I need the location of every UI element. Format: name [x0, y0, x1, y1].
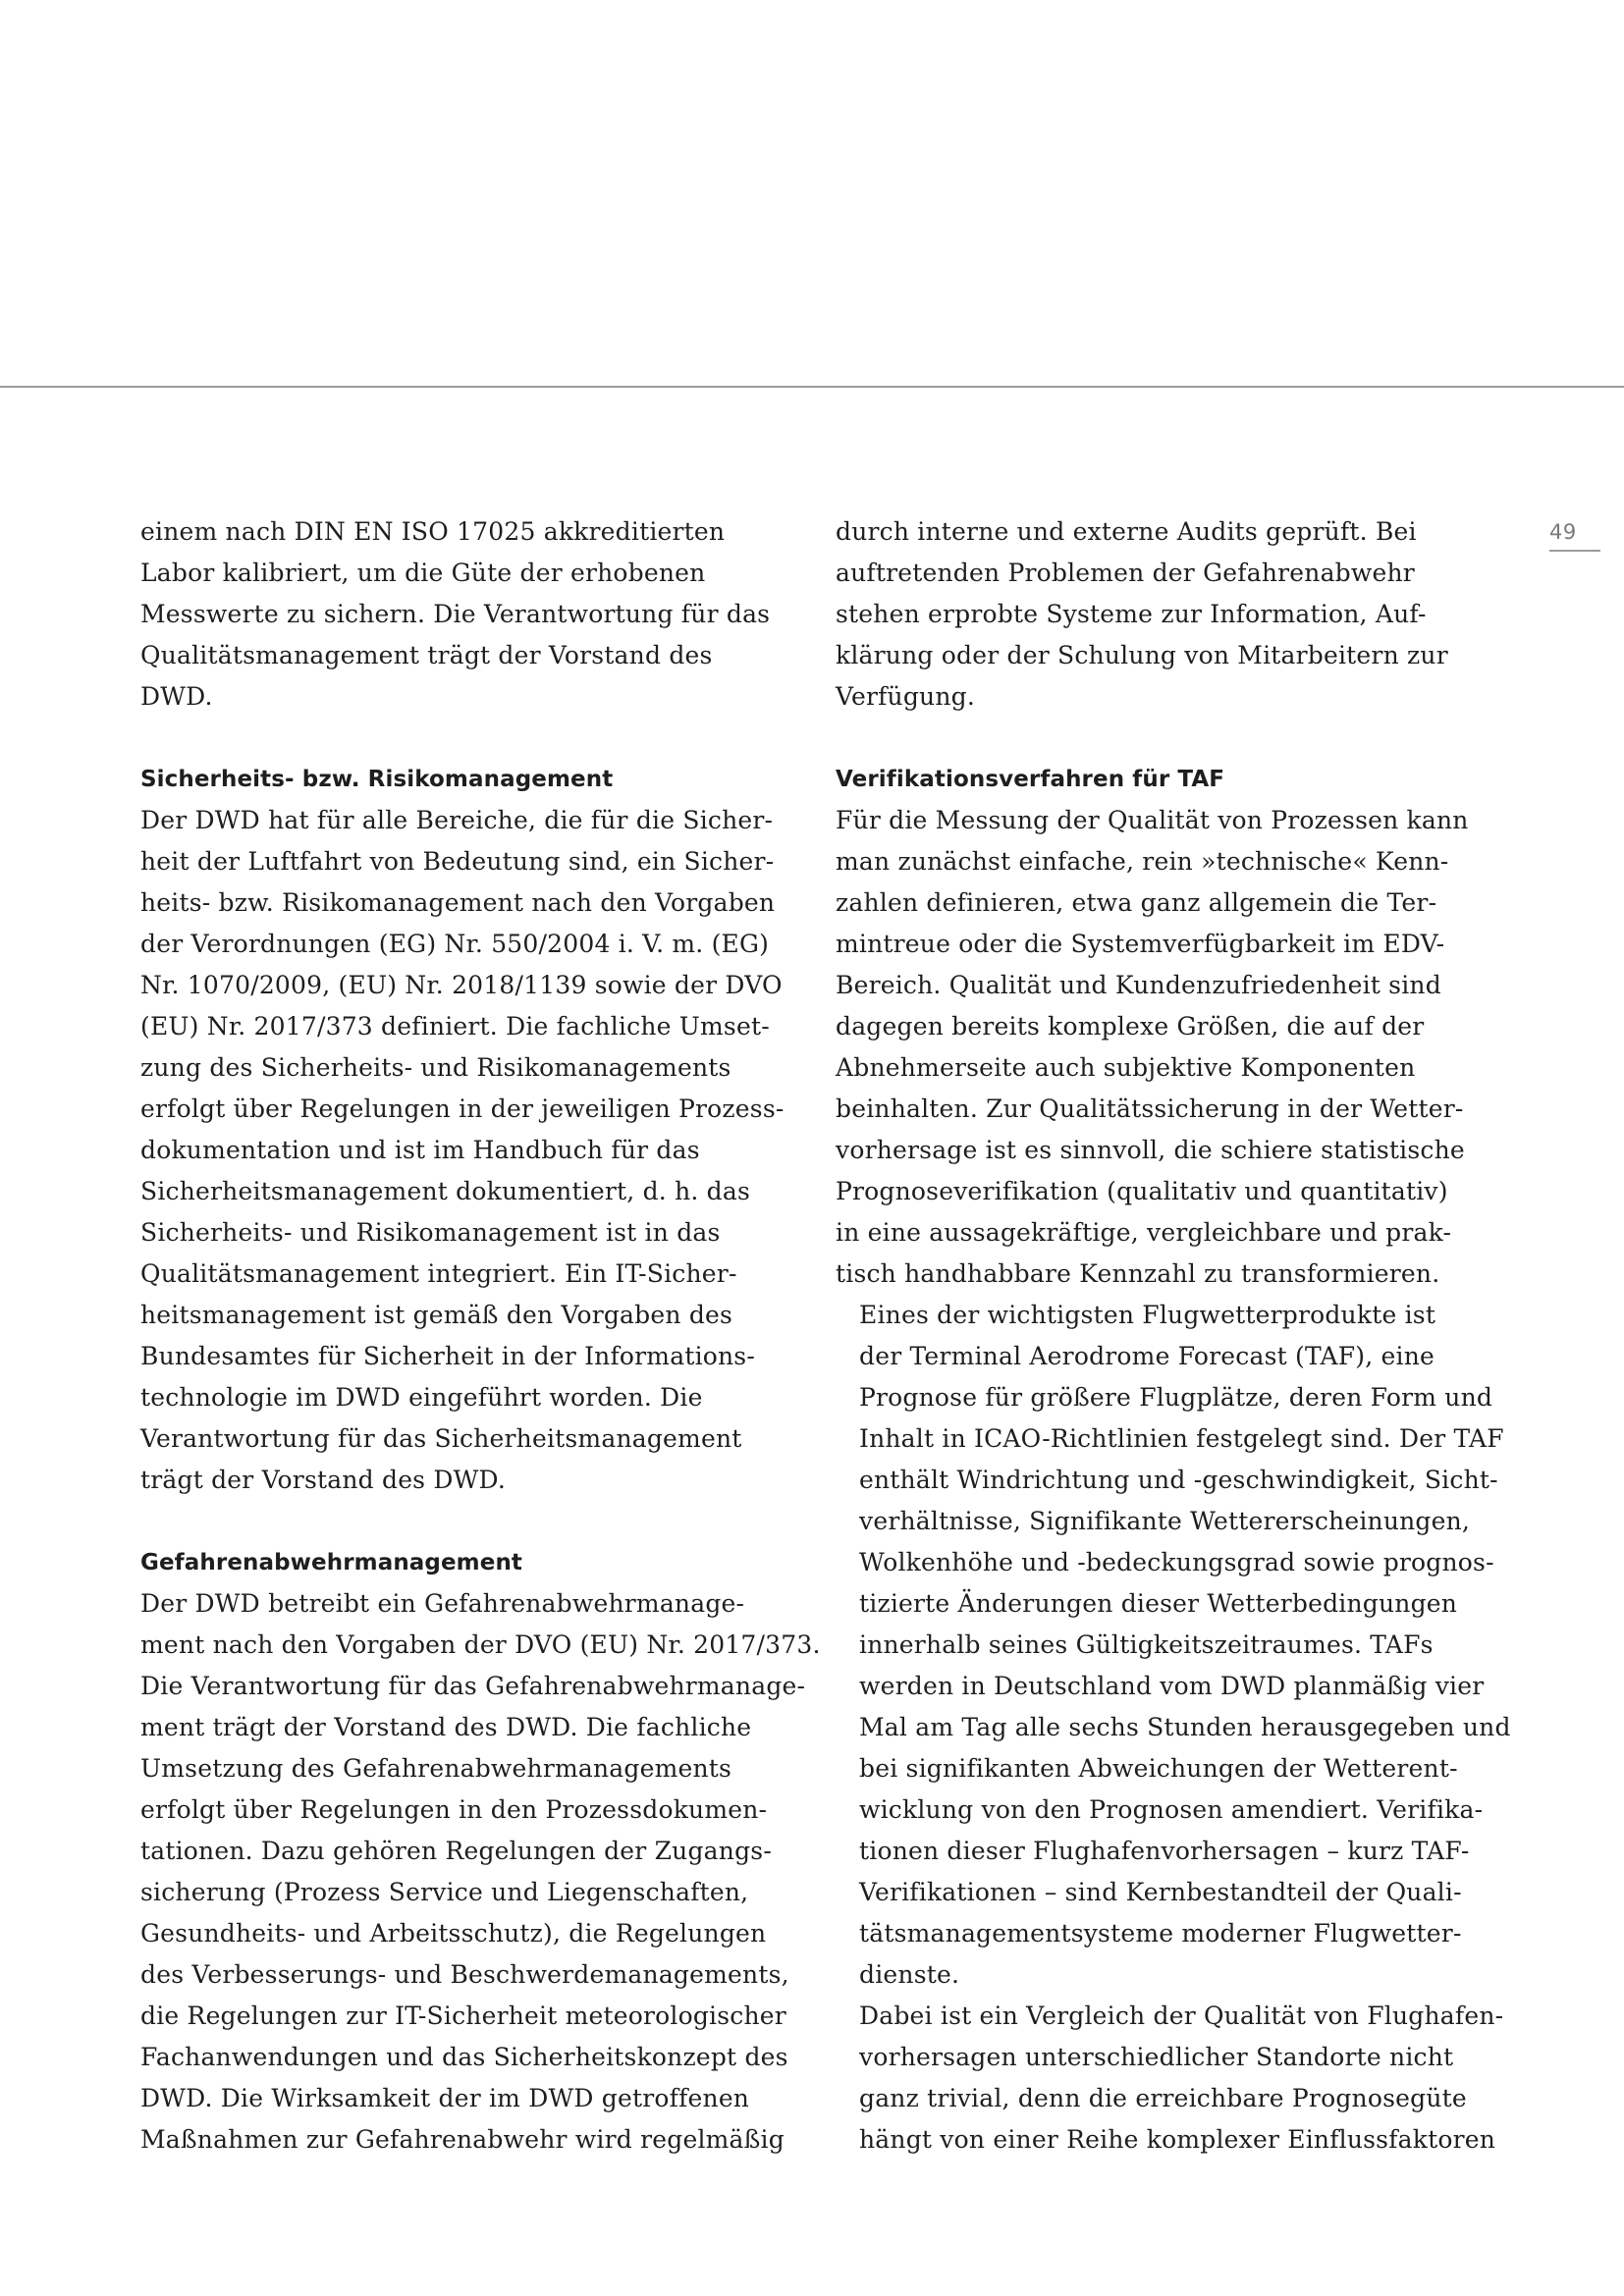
text-line: tionen dieser Flughafenvorhersagen – kurz TAF- — [859, 1837, 1470, 1865]
text-line: Dabei ist ein Vergleich der Qualität von Flughafen- — [859, 2002, 1504, 2030]
text-line: auftretenden Problemen der Gefahrenabwehr — [836, 559, 1415, 587]
text-line: heit der Luftfahrt von Bedeutung sind, ein Sicher- — [140, 847, 775, 876]
text-line: Der DWD betreibt ein Gefahrenabwehrmanage- — [140, 1589, 745, 1618]
left-intro-paragraph — [140, 511, 804, 718]
text-line: hängt von einer Reihe komplexer Einflussfaktoren — [859, 2125, 1496, 2154]
text-line: innerhalb seines Gültigkeitszeitraumes. TAFs — [859, 1630, 1434, 1659]
text-line: DWD. Die Wirksamkeit der im DWD getroffenen — [140, 2084, 750, 2112]
text-line: heitsmanagement ist gemäß den Vorgaben des — [140, 1301, 733, 1329]
text-line: Für die Messung der Qualität von Prozessen kann — [836, 806, 1469, 834]
text-line: Abnehmerseite auch subjektive Komponenten — [836, 1053, 1416, 1082]
text-line: Verantwortung für das Sicherheitsmanagement — [140, 1424, 742, 1453]
section-heading-risk-management: Sicherheits- bzw. Risikomanagement — [140, 767, 614, 792]
text-line: mintreue oder die Systemverfügbarkeit im EDV- — [836, 930, 1445, 958]
text-line: Eines der wichtigsten Flugwetterprodukte ist — [859, 1301, 1436, 1329]
text-line: sicherung (Prozess Service und Liegenschaften, — [140, 1878, 749, 1906]
text-line: erfolgt über Regelungen in den Prozessdokumen- — [140, 1795, 768, 1824]
text-line: Qualitätsmanagement integriert. Ein IT-Sicher- — [140, 1259, 737, 1288]
text-line: werden in Deutschland vom DWD planmäßig vier — [859, 1672, 1485, 1700]
text-line: Mal am Tag alle sechs Stunden herausgegeben und — [859, 1713, 1511, 1741]
text-line: beinhalten. Zur Qualitätssicherung in der Wetter- — [836, 1095, 1464, 1123]
text-line: Sicherheitsmanagement dokumentiert, d. h. das — [140, 1177, 751, 1205]
text-line: Fachanwendungen und das Sicherheitskonzept des — [140, 2043, 788, 2071]
text-line: dagegen bereits komplexe Größen, die auf der — [836, 1012, 1425, 1041]
text-line: bei signifikanten Abweichungen der Wetterent- — [859, 1754, 1458, 1783]
text-line: Sicherheits- und Risikomanagement ist in das — [140, 1218, 721, 1247]
text-line: tisch handhabbare Kennzahl zu transformieren. — [836, 1259, 1440, 1288]
text-line: Die Verantwortung für das Gefahrenabwehrmanage- — [140, 1672, 806, 1700]
text-line: des Verbesserungs- und Beschwerdemanagements, — [140, 1960, 789, 1989]
right-intro-paragraph — [836, 511, 1499, 718]
text-line: tationen. Dazu gehören Regelungen der Zugangs- — [140, 1837, 772, 1865]
text-line: Messwerte zu sichern. Die Verantwortung für das — [140, 600, 771, 628]
text-line: enthält Windrichtung und -geschwindigkeit, Sicht- — [859, 1466, 1498, 1494]
text-line: tätsmanagementsysteme moderner Flugwetter- — [859, 1919, 1462, 1948]
taf-paragraph-3 — [836, 1996, 1504, 2161]
text-line: man zunächst einfache, rein »technische« Kenn- — [836, 847, 1449, 876]
text-line: Maßnahmen zur Gefahrenabwehr wird regelmäßig — [140, 2125, 785, 2154]
text-line: ment nach den Vorgaben der DVO (EU) Nr. 2017/373. — [140, 1630, 821, 1659]
text-line: erfolgt über Regelungen in der jeweiligen Prozess- — [140, 1095, 785, 1123]
right-column — [836, 511, 1511, 2161]
text-line: Bereich. Qualität und Kundenzufriedenheit sind — [836, 971, 1441, 999]
left-column — [140, 511, 821, 2161]
text-line: verhältnisse, Signifikante Wettererscheinungen, — [859, 1507, 1471, 1535]
security-management-paragraph — [140, 1583, 821, 2161]
text-line: Nr. 1070/2009, (EU) Nr. 2018/1139 sowie der DVO — [140, 971, 783, 999]
text-line: Verfügung. — [836, 682, 976, 711]
text-line: Qualitätsmanagement trägt der Vorstand des — [140, 641, 713, 669]
text-line: ment trägt der Vorstand des DWD. Die fachliche — [140, 1713, 752, 1741]
header-rule — [0, 386, 1624, 388]
text-line: dokumentation und ist im Handbuch für das — [140, 1136, 700, 1164]
text-line: (EU) Nr. 2017/373 definiert. Die fachliche Umset- — [140, 1012, 770, 1041]
text-line: tizierte Änderungen dieser Wetterbedingungen — [859, 1589, 1458, 1618]
text-line: Bundesamtes für Sicherheit in der Informations- — [140, 1342, 755, 1370]
text-line: Umsetzung des Gefahrenabwehrmanagements — [140, 1754, 732, 1783]
text-line: klärung oder der Schulung von Mitarbeitern zur — [836, 641, 1448, 669]
text-line: der Verordnungen (EG) Nr. 550/2004 i. V. m. (EG) — [140, 930, 770, 958]
taf-paragraph-1 — [836, 800, 1499, 1295]
text-line: vorhersage ist es sinnvoll, die schiere statistische — [836, 1136, 1465, 1164]
text-line: vorhersagen unterschiedlicher Standorte nicht — [859, 2043, 1454, 2071]
text-line: einem nach DIN EN ISO 17025 akkreditierten — [140, 517, 726, 546]
text-line: Inhalt in ICAO-Richtlinien festgelegt sind. Der TAF — [859, 1424, 1504, 1453]
text-line: Gesundheits- und Arbeitsschutz), die Regelungen — [140, 1919, 767, 1948]
text-line: Der DWD hat für alle Bereiche, die für die Sicher- — [140, 806, 774, 834]
text-line: Prognoseverifikation (qualitativ und quantitativ) — [836, 1177, 1448, 1205]
page-number: 49 — [1549, 520, 1600, 552]
text-line: Prognose für größere Flugplätze, deren Form und — [859, 1383, 1493, 1412]
text-line: heits- bzw. Risikomanagement nach den Vorgaben — [140, 888, 776, 917]
text-line: ganz trivial, denn die erreichbare Prognosegüte — [859, 2084, 1467, 2112]
text-line: Wolkenhöhe und -bedeckungsgrad sowie prognos- — [859, 1548, 1494, 1576]
taf-paragraph-2 — [836, 1295, 1511, 1996]
text-line: technologie im DWD eingeführt worden. Die — [140, 1383, 703, 1412]
text-line: die Regelungen zur IT-Sicherheit meteorologischer — [140, 2002, 786, 2030]
text-line: der Terminal Aerodrome Forecast (TAF), eine — [859, 1342, 1435, 1370]
risk-management-paragraph — [140, 800, 804, 1501]
text-line: trägt der Vorstand des DWD. — [140, 1466, 507, 1494]
text-line: zung des Sicherheits- und Risikomanagements — [140, 1053, 731, 1082]
text-line: wicklung von den Prognosen amendiert. Verifika- — [859, 1795, 1484, 1824]
text-line: Verifikationen – sind Kernbestandteil der Quali- — [859, 1878, 1462, 1906]
text-line: durch interne und externe Audits geprüft. Bei — [836, 517, 1417, 546]
section-heading-security-management: Gefahrenabwehrmanagement — [140, 1550, 523, 1575]
text-line: DWD. — [140, 682, 213, 711]
text-line: dienste. — [859, 1960, 960, 1989]
text-line: stehen erprobte Systeme zur Information, Auf- — [836, 600, 1427, 628]
text-line: Labor kalibriert, um die Güte der erhobenen — [140, 559, 706, 587]
text-line: in eine aussagekräftige, vergleichbare und prak- — [836, 1218, 1452, 1247]
text-line: zahlen definieren, etwa ganz allgemein die Ter- — [836, 888, 1437, 917]
section-heading-taf-verification: Verifikationsverfahren für TAF — [836, 767, 1225, 792]
